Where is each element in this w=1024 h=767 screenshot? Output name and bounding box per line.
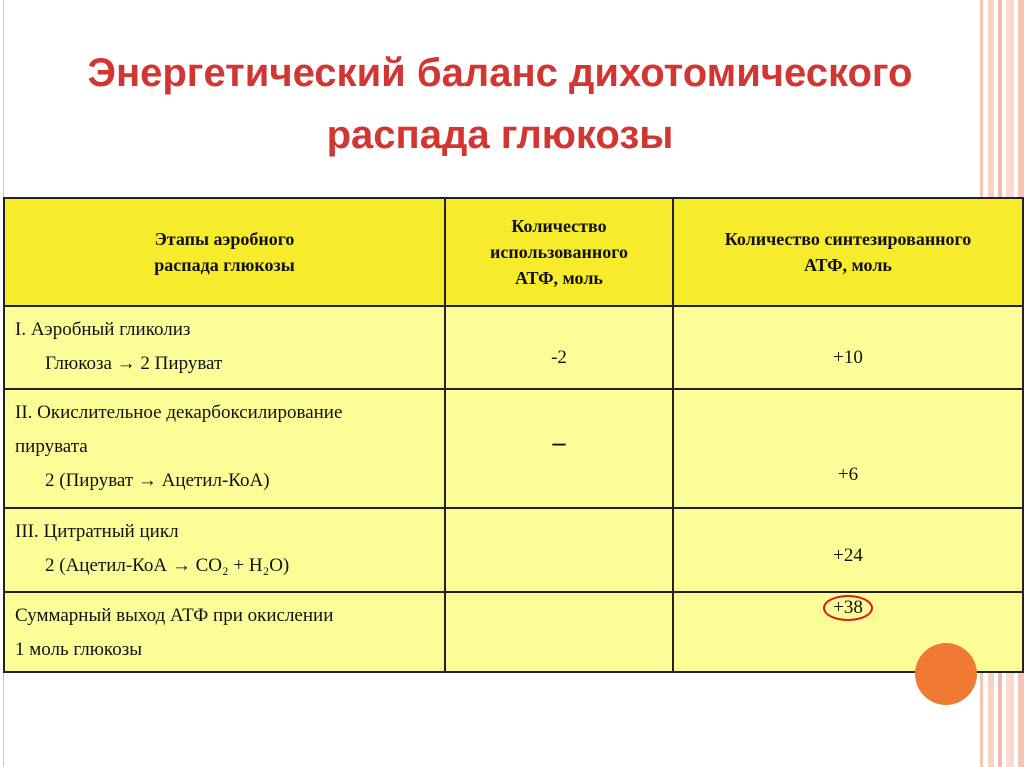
table-row — [4, 389, 1023, 508]
table-row — [4, 306, 1023, 389]
header-stages-line-1: Этапы аэробного — [154, 229, 295, 249]
header-used-line-2: использованного — [490, 242, 628, 262]
synth-atp-cell — [673, 389, 1023, 508]
energy-balance-table — [3, 197, 1024, 673]
synth-atp-value: +6 — [837, 464, 859, 485]
slide-title — [20, 42, 980, 166]
synth-atp-cell — [673, 306, 1023, 389]
header-used-line-3: АТФ, моль — [515, 268, 603, 288]
header-used-atp — [445, 198, 673, 306]
stage-cell — [4, 389, 445, 508]
total-atp-value: +38 — [833, 597, 863, 618]
total-label: Суммарный выход АТФ при окислении — [15, 605, 334, 626]
used-atp-value: -2 — [551, 347, 567, 368]
stage-reaction: 2 (Пируват → Ацетил-КоА) — [45, 470, 270, 491]
used-atp-cell — [445, 508, 673, 592]
total-atp-highlight-circle — [823, 595, 873, 621]
header-used-line-1: Количество — [511, 216, 607, 236]
table-row — [4, 508, 1023, 592]
stage-title: I. Аэробный гликолиз — [15, 319, 191, 340]
synth-atp-cell — [673, 508, 1023, 592]
stage-cell — [4, 508, 445, 592]
synth-atp-value: +24 — [833, 545, 863, 566]
stage-reaction: Глюкоза → 2 Пируват — [45, 353, 223, 374]
title-line-1: Энергетический баланс дихотомического — [87, 51, 913, 95]
table-header-row — [4, 198, 1023, 306]
stage-cell — [4, 592, 445, 672]
title-line-2: распада глюкозы — [326, 113, 674, 157]
stage-title-cont: пирувата — [15, 436, 88, 457]
synth-atp-value: +10 — [833, 347, 863, 368]
used-atp-cell — [445, 306, 673, 389]
stage-reaction: 2 (Ацетил-КоА → CO₂ + H₂O) — [45, 555, 290, 576]
header-stages-line-2: распада глюкозы — [154, 255, 295, 275]
stage-title: III. Цитратный цикл — [15, 521, 179, 542]
header-stages — [4, 198, 445, 306]
total-label-cont: 1 моль глюкозы — [15, 639, 142, 660]
header-synthesized-atp — [673, 198, 1023, 306]
stage-cell — [4, 306, 445, 389]
stage-title: II. Окислительное декарбоксилирование — [15, 402, 343, 423]
decorative-orange-dot — [915, 643, 977, 705]
used-atp-value: – — [552, 428, 566, 457]
table-row-total — [4, 592, 1023, 672]
used-atp-cell — [445, 389, 673, 508]
header-synth-line-2: АТФ, моль — [804, 255, 892, 275]
used-atp-cell — [445, 592, 673, 672]
header-synth-line-1: Количество синтезированного — [724, 229, 972, 249]
